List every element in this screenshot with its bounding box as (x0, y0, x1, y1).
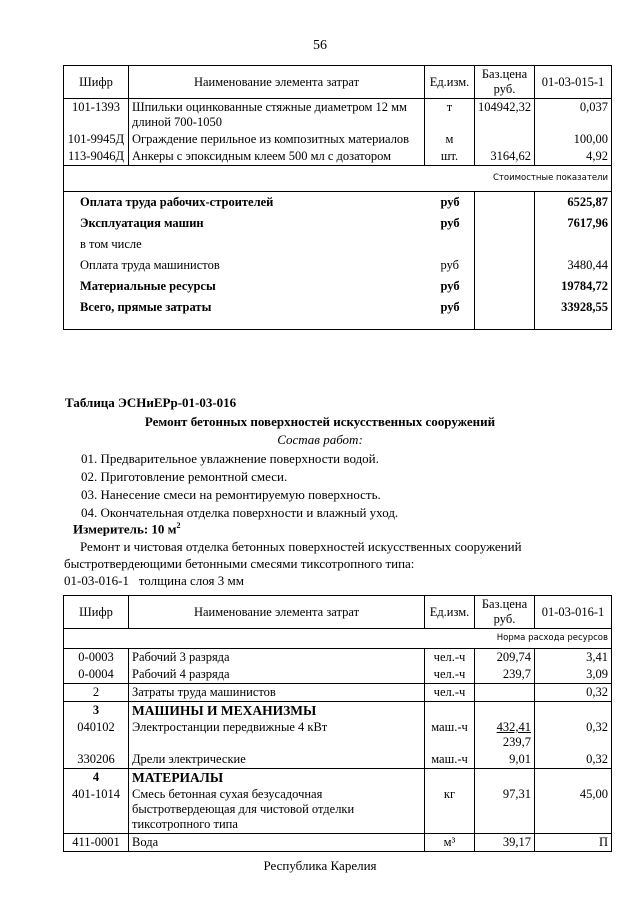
works-list (81, 450, 398, 522)
price: 239,7 (502, 667, 531, 681)
cell-unit: кг (425, 786, 475, 834)
footer: Республика Карелия (263, 858, 377, 873)
price: 9,01 (509, 752, 531, 766)
work-item: 03. Нанесение смеси на ремонтируемую поверхность. (81, 487, 381, 502)
page-number: 56 (313, 38, 327, 53)
cell-code: 330206 (64, 751, 129, 769)
cell-value (535, 769, 612, 787)
summary-value: 33928,55 (535, 297, 612, 330)
summary-value: 6525,87 (535, 192, 612, 214)
cell-unit: маш.-ч (425, 751, 475, 769)
cell-name: МАТЕРИАЛЫ (129, 769, 425, 787)
header-unit: Ед.изм. (425, 66, 475, 99)
work-item: 04. Окончательная отделка поверхности и влажный уход. (81, 505, 399, 520)
meter-sup: 2 (176, 521, 181, 530)
cell-code: 401-1014 (64, 786, 129, 834)
cell-value: 3,09 (535, 666, 612, 684)
work-item: 01. Предварительное увлажнение поверхности водой. (81, 451, 379, 466)
cell-value: 0,037 (535, 99, 612, 132)
summary-unit: руб (440, 279, 460, 293)
cell-code: 101-1393 (64, 99, 129, 132)
header-code: Шифр (64, 596, 129, 629)
price: 97,31 (502, 787, 531, 801)
cell-code: 4 (64, 769, 129, 787)
header-name: Наименование элемента затрат (129, 596, 425, 629)
cell-name: Анкеры с эпоксидным клеем 500 мл с дозатором (129, 148, 425, 166)
table-row (64, 751, 612, 769)
price: 432,41 (496, 720, 531, 734)
works-title: Состав работ: (277, 432, 363, 447)
section-label: Норма расхода ресурсов (64, 629, 612, 649)
header-unit: Ед.изм. (425, 596, 475, 629)
cell-name: МАШИНЫ И МЕХАНИЗМЫ (129, 702, 425, 720)
summary-unit: руб (440, 195, 460, 209)
table-title: Таблица ЭСНиЕРр-01-03-016 (65, 395, 237, 410)
header-price: Баз.цена руб. (475, 66, 535, 99)
summary-label: Эксплуатация машин (64, 213, 425, 234)
cell-unit: маш.-ч (425, 719, 475, 751)
price: 39,17 (502, 835, 531, 849)
cell-unit: чел.-ч (425, 684, 475, 702)
cell-value: 45,00 (535, 786, 612, 834)
price: 209,74 (496, 650, 531, 664)
summary-label: Оплата труда машинистов (64, 255, 425, 276)
section-heading: Ремонт бетонных поверхностей искусственных сооружений (144, 414, 496, 429)
cell-price (475, 684, 535, 702)
summary-label: в том числе (64, 234, 425, 255)
summary-unit (425, 234, 475, 255)
summary-label: Всего, прямые затраты (64, 297, 425, 330)
resource-table-016 (63, 595, 612, 852)
summary-value: 7617,96 (535, 213, 612, 234)
summary-unit: руб (440, 258, 460, 272)
summary-row (64, 255, 612, 276)
header-value: 01-03-015-1 (535, 66, 612, 99)
cell-code: 411-0001 (64, 834, 129, 852)
cell-price (475, 751, 535, 769)
summary-value: 19784,72 (535, 276, 612, 297)
cell-price (475, 786, 535, 834)
table-row (64, 99, 612, 132)
cell-name: Рабочий 3 разряда (129, 649, 425, 667)
work-item: 02. Приготовление ремонтной смеси. (81, 469, 288, 484)
meter (73, 521, 181, 537)
table-row (64, 666, 612, 684)
summary-unit: руб (440, 216, 460, 230)
code: 01-03-016-1 (64, 573, 129, 588)
summary-row (64, 213, 612, 234)
cell-value (535, 702, 612, 720)
cell-price: 3164,62 (475, 148, 535, 166)
cell-value: 0,32 (535, 719, 612, 751)
cell-code: 0-0004 (64, 666, 129, 684)
cell-unit: м³ (425, 834, 475, 852)
cell-name: Шпильки оцинкованные стяжные диаметром 12 мм длиной 700-1050 (129, 99, 425, 132)
code-desc: толщина слоя 3 мм (138, 573, 244, 588)
cell-unit: м (425, 131, 475, 148)
cell-unit: чел.-ч (425, 649, 475, 667)
summary-row (64, 297, 612, 330)
cell-name: Смесь бетонная сухая безусадочная быстротвердеющая для чистовой отделки тиксотропного типа (129, 786, 425, 834)
header-code: Шифр (64, 66, 129, 99)
table-row (64, 769, 612, 787)
cell-code: 0-0003 (64, 649, 129, 667)
cell-value: 3,41 (535, 649, 612, 667)
summary-value: 3480,44 (535, 255, 612, 276)
cost-table-015 (63, 65, 612, 330)
table-row (64, 786, 612, 834)
cell-code: 3 (64, 702, 129, 720)
price-alt: 239,7 (502, 735, 531, 749)
table-row (64, 834, 612, 852)
section-label: Стоимостные показатели (64, 166, 612, 192)
summary-label: Оплата труда рабочих-строителей (64, 192, 425, 214)
cell-unit (425, 702, 475, 720)
cell-code: 113-9046Д (64, 148, 129, 166)
summary-value (535, 234, 612, 255)
cell-value: 0,32 (535, 684, 612, 702)
cell-name: Ограждение перильное из композитных материалов (129, 131, 425, 148)
code-line (64, 573, 244, 589)
cell-price (475, 649, 535, 667)
meter-label: Измеритель: 10 м (73, 521, 177, 537)
cell-price (475, 702, 535, 720)
cell-name: Затраты труда машинистов (129, 684, 425, 702)
cell-price: 104942,32 (475, 99, 535, 132)
summary-empty (475, 234, 535, 255)
cell-unit (425, 769, 475, 787)
cell-unit: чел.-ч (425, 666, 475, 684)
table-row (64, 719, 612, 751)
table-row (64, 702, 612, 720)
summary-unit: руб (425, 297, 475, 330)
cell-code: 101-9945Д (64, 131, 129, 148)
cell-unit: т (425, 99, 475, 132)
table-row (64, 684, 612, 702)
cell-price (475, 666, 535, 684)
table-row (64, 148, 612, 166)
summary-row (64, 192, 612, 214)
cell-price (475, 131, 535, 148)
cell-code: 040102 (64, 719, 129, 751)
header-price: Баз.цена руб. (475, 596, 535, 629)
summary-row (64, 276, 612, 297)
cell-price (475, 769, 535, 787)
description: Ремонт и чистовая отделка бетонных поверхностей искусственных сооружений быстротвердеющими бетонными смесями тиксотропного типа: (64, 539, 522, 571)
cell-name: Вода (129, 834, 425, 852)
summary-empty (475, 276, 535, 297)
cell-price (475, 719, 535, 751)
summary-empty (475, 255, 535, 276)
summary-row (64, 234, 612, 255)
summary-empty (475, 213, 535, 234)
cell-name: Дрели электрические (129, 751, 425, 769)
cell-code: 2 (64, 684, 129, 702)
cell-value: 4,92 (535, 148, 612, 166)
cell-name: Рабочий 4 разряда (129, 666, 425, 684)
table-row (64, 649, 612, 667)
header-value: 01-03-016-1 (535, 596, 612, 629)
summary-empty (475, 192, 535, 214)
cell-value: 100,00 (535, 131, 612, 148)
cell-value: П (535, 834, 612, 852)
summary-empty (475, 297, 535, 330)
table-row (64, 131, 612, 148)
summary-label: Материальные ресурсы (64, 276, 425, 297)
cell-name: Электростанции передвижные 4 кВт (129, 719, 425, 751)
header-name: Наименование элемента затрат (129, 66, 425, 99)
cell-price (475, 834, 535, 852)
cell-unit: шт. (425, 148, 475, 166)
cell-value: 0,32 (535, 751, 612, 769)
